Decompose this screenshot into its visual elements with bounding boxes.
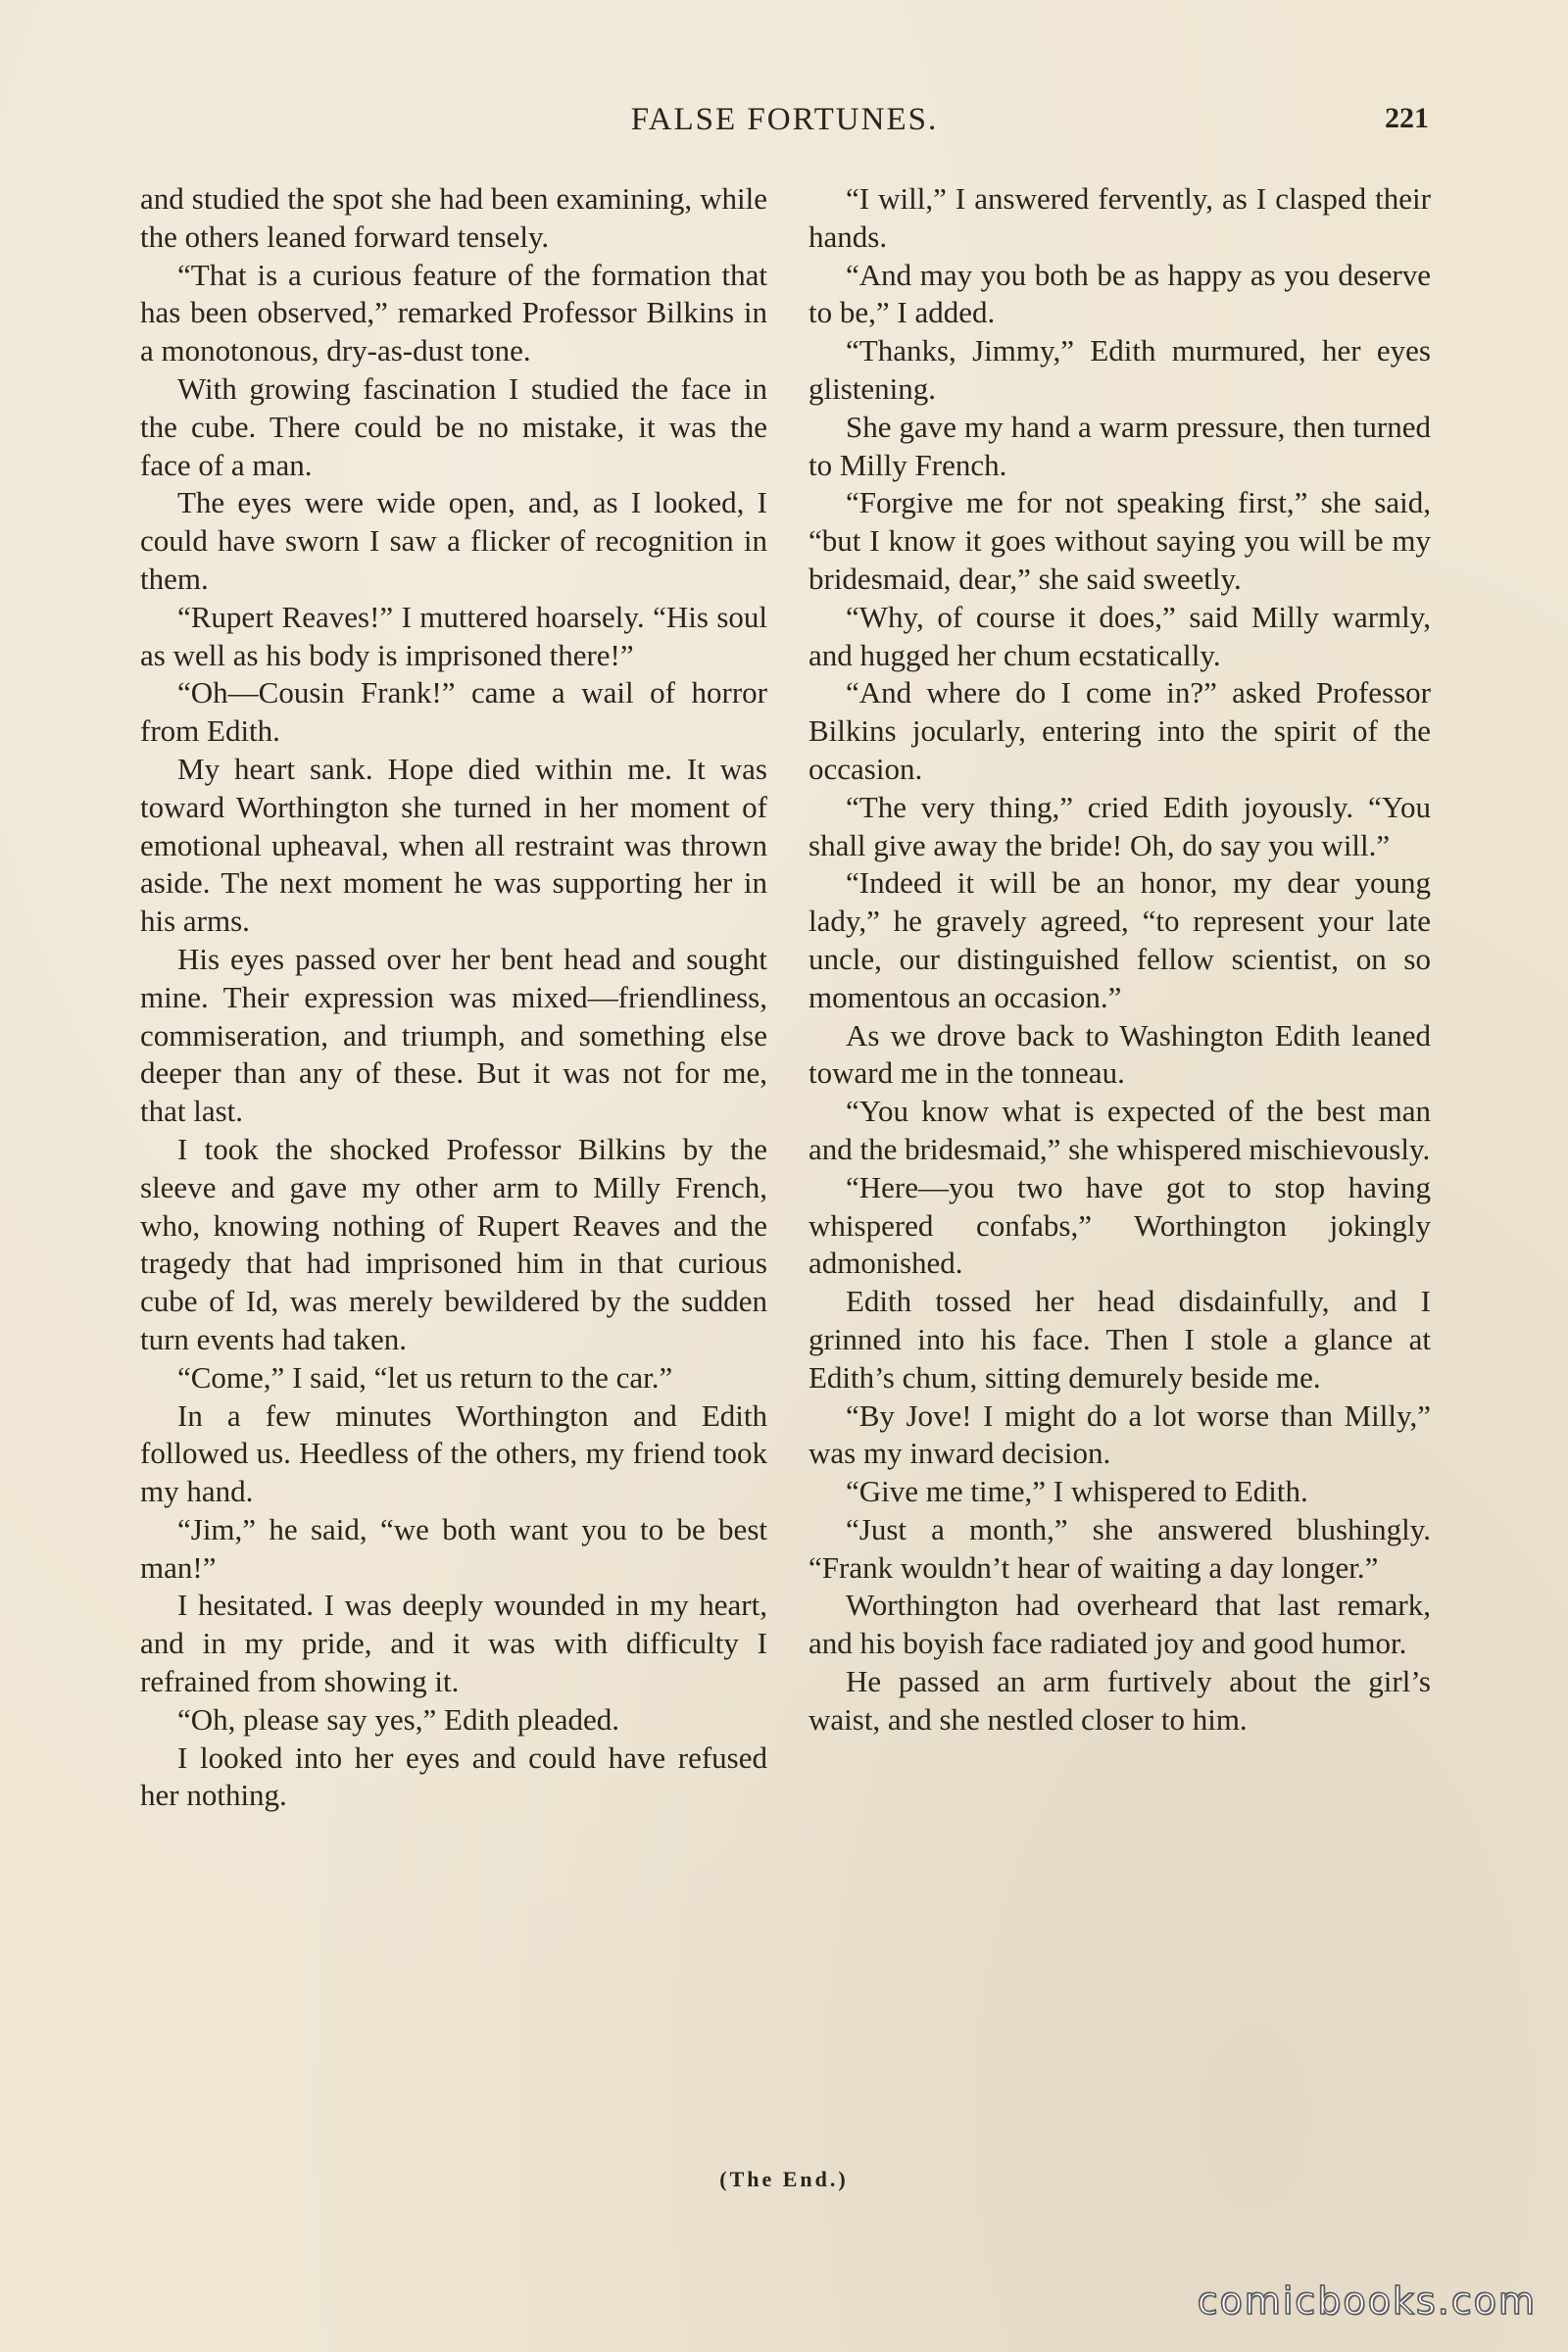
paragraph: She gave my hand a warm pressure, then turned to Milly French. xyxy=(808,409,1431,482)
paragraph: “Indeed it will be an honor, my dear young lady,” he gravely agreed, “to represent your late uncle, our distinguished fellow scientist, on so momentous an occasion.” xyxy=(808,865,1431,1014)
paragraph: The eyes were wide open, and, as I looked, I could have sworn I saw a flicker of recognition in them. xyxy=(140,485,767,596)
paragraph: Edith tossed her head disdainfully, and I grinned into his face. Then I stole a glance at Edith’s chum, sitting demurely beside me. xyxy=(808,1284,1431,1395)
paragraph: “Give me time,” I whispered to Edith. xyxy=(846,1474,1308,1509)
paragraph: With growing fascination I studied the face in the cube. There could be no mistake, it was the face of a man. xyxy=(140,370,767,482)
paragraph: and studied the spot she had been examining, while the others leaned forward tensely. xyxy=(140,181,767,254)
paragraph: His eyes passed over her bent head and sought mine. Their expression was mixed—friendliness, commiseration, and triumph, and something else deeper than any of these. But it was not for me, that last. xyxy=(140,941,767,1129)
paragraph: I looked into her eyes and could have refused her nothing. xyxy=(140,1740,767,1813)
watermark: comicbooks.com xyxy=(1197,2279,1537,2323)
paragraph: “Come,” I said, “let us return to the car.” xyxy=(177,1359,673,1395)
story-title: FALSE FORTUNES. xyxy=(630,102,939,137)
paragraph: In a few minutes Worthington and Edith followed us. Heedless of the others, my friend took my hand. xyxy=(140,1397,767,1509)
paragraph: “Jim,” he said, “we both want you to be best man!” xyxy=(140,1511,767,1585)
paragraph: As we drove back to Washington Edith leaned toward me in the tonneau. xyxy=(808,1017,1431,1091)
paragraph: My heart sank. Hope died within me. It was toward Worthington she turned in her moment of emotional upheaval, when all restraint was thrown aside. The next moment he was supporting her in his arms. xyxy=(140,751,767,939)
paragraph: “And where do I come in?” asked Professor Bilkins jocularly, entering into the spirit of the occasion. xyxy=(808,675,1431,786)
the-end-mark: (The End.) xyxy=(719,2167,849,2191)
paragraph: “The very thing,” cried Edith joyously. “You shall give away the bride! Oh, do say you will.” xyxy=(808,789,1431,862)
paragraph: “Oh—Cousin Frank!” came a wail of horror from Edith. xyxy=(140,675,767,749)
paragraph: “Forgive me for not speaking first,” she said, “but I know it goes without saying you will be my bridesmaid, dear,” she said sweetly. xyxy=(808,485,1431,596)
paragraph: I took the shocked Professor Bilkins by the sleeve and gave my other arm to Milly French, who, knowing nothing of Rupert Reaves and the tragedy that had imprisoned him in that curious cube of Id, was merely bewildered by the sudden turn events had taken. xyxy=(140,1131,767,1356)
left-column xyxy=(140,180,767,1815)
paragraph: “Rupert Reaves!” I muttered hoarsely. “His soul as well as his body is imprisoned there!” xyxy=(140,599,767,672)
right-column xyxy=(808,180,1431,1740)
paragraph: Worthington had overheard that last remark, and his boyish face radiated joy and good humor. xyxy=(808,1588,1431,1661)
paragraph: “By Jove! I might do a lot worse than Milly,” was my inward decision. xyxy=(808,1397,1431,1471)
paragraph: “I will,” I answered fervently, as I clasped their hands. xyxy=(808,181,1431,254)
paragraph: “That is a curious feature of the formation that has been observed,” remarked Professor Bilkins in a monotonous, dry-as-dust tone. xyxy=(140,257,767,368)
paragraph: “Thanks, Jimmy,” Edith murmured, her eyes glistening. xyxy=(808,333,1431,406)
paragraph: “Just a month,” she answered blushingly. “Frank wouldn’t hear of waiting a day longer.” xyxy=(808,1511,1431,1585)
page-number: 221 xyxy=(1385,102,1429,134)
paragraph: “You know what is expected of the best man and the bridesmaid,” she whispered mischievously. xyxy=(808,1094,1431,1166)
paragraph: “And may you both be as happy as you deserve to be,” I added. xyxy=(808,257,1431,330)
paragraph: He passed an arm furtively about the girl’s waist, and she nestled closer to him. xyxy=(808,1664,1431,1737)
paragraph: I hesitated. I was deeply wounded in my heart, and in my pride, and it was with difficulty I refrained from showing it. xyxy=(140,1588,767,1699)
paragraph: “Oh, please say yes,” Edith pleaded. xyxy=(177,1701,620,1737)
running-head xyxy=(140,96,1429,145)
paragraph: “Why, of course it does,” said Milly warmly, and hugged her chum ecstatically. xyxy=(808,599,1431,672)
paragraph: “Here—you two have got to stop having whispered confabs,” Worthington jokingly admonished. xyxy=(808,1169,1431,1281)
